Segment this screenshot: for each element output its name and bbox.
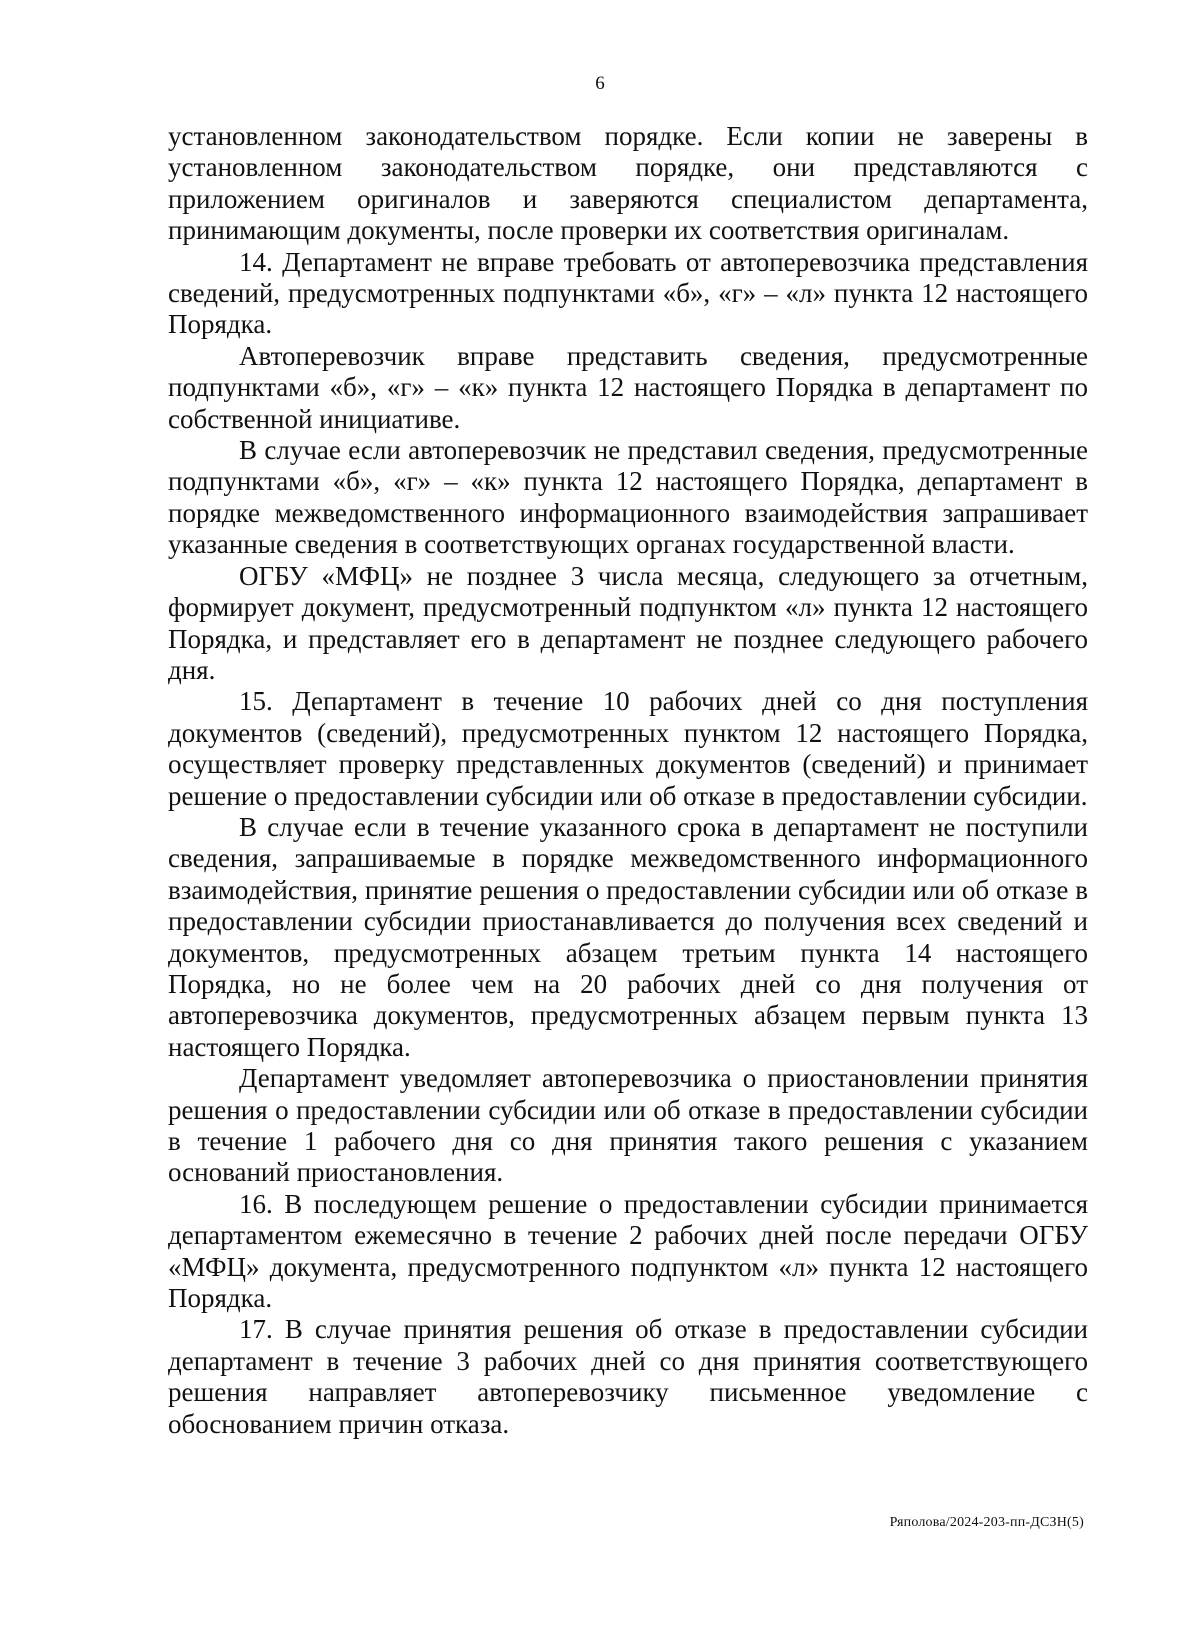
- paragraph-item-14: 14. Департамент не вправе требовать от автоперевозчика представления сведений, предусмотренных подпунктами «б», «г» – «л» пункта 12 настоящего Порядка.: [168, 246, 1088, 340]
- paragraph-interagency-request: В случае если автоперевозчик не представил сведения, предусмотренные подпунктами «б», «г» – «к» пункта 12 настоящего Порядка, департамент в порядке межведомственного информационного взаимодействия запрашивает указанные сведения в соответствующих органах государственной власти.: [168, 435, 1088, 560]
- paragraph-item-17: 17. В случае принятия решения об отказе в предоставлении субсидии департамент в течение 3 рабочих дней со дня принятия соответствующего решения направляет автоперевозчику письменное уведомление с обоснованием причин отказа.: [168, 1314, 1088, 1439]
- paragraph-suspension: В случае если в течение указанного срока в департамент не поступили сведения, запрашиваемые в порядке межведомственного информационного взаимодействия, принятие решения о предоставлении субсидии или об отказе в предоставлении субсидии приостанавливается до получения всех сведений и документов, предусмотренных абзацем третьим пункта 14 настоящего Порядка, но не более чем на 20 рабочих дней со дня получения от автоперевозчика документов, предусмотренных абзацем первым пункта 13 настоящего Порядка.: [168, 811, 1088, 1062]
- document-reference-footer: Ряполова/2024-203-пп-ДСЗН(5): [889, 1515, 1084, 1530]
- page-number: 6: [595, 73, 605, 94]
- paragraph-mfc-document: ОГБУ «МФЦ» не позднее 3 числа месяца, следующего за отчетным, формирует документ, предусмотренный подпунктом «л» пункта 12 настоящего Порядка, и представляет его в департамент не позднее следующего рабочего дня.: [168, 560, 1088, 685]
- paragraph-carrier-right: Автоперевозчик вправе представить сведения, предусмотренные подпунктами «б», «г» – «к» пункта 12 настоящего Порядка в департамент по собственной инициативе.: [168, 340, 1088, 434]
- paragraph-item-16: 16. В последующем решение о предоставлении субсидии принимается департаментом ежемесячно в течение 2 рабочих дней после передачи ОГБУ «МФЦ» документа, предусмотренного подпунктом «л» пункта 12 настоящего Порядка.: [168, 1188, 1088, 1314]
- paragraph-item-15: 15. Департамент в течение 10 рабочих дней со дня поступления документов (сведений), предусмотренных пунктом 12 настоящего Порядка, осуществляет проверку представленных документов (сведений) и принимает решение о предоставлении субсидии или об отказе в предоставлении субсидии.: [168, 686, 1088, 811]
- paragraph-notification: Департамент уведомляет автоперевозчика о приостановлении принятия решения о предоставлении субсидии или об отказе в предоставлении субсидии в течение 1 рабочего дня со дня принятия такого решения с указанием оснований приостановления.: [168, 1063, 1088, 1188]
- document-body: [168, 121, 1088, 1440]
- paragraph-continuation: установленном законодательством порядке. Если копии не заверены в установленном законодательством порядке, они представляются с приложением оригиналов и заверяются специалистом департамента, принимающим документы, после проверки их соответствия оригиналам.: [168, 121, 1088, 246]
